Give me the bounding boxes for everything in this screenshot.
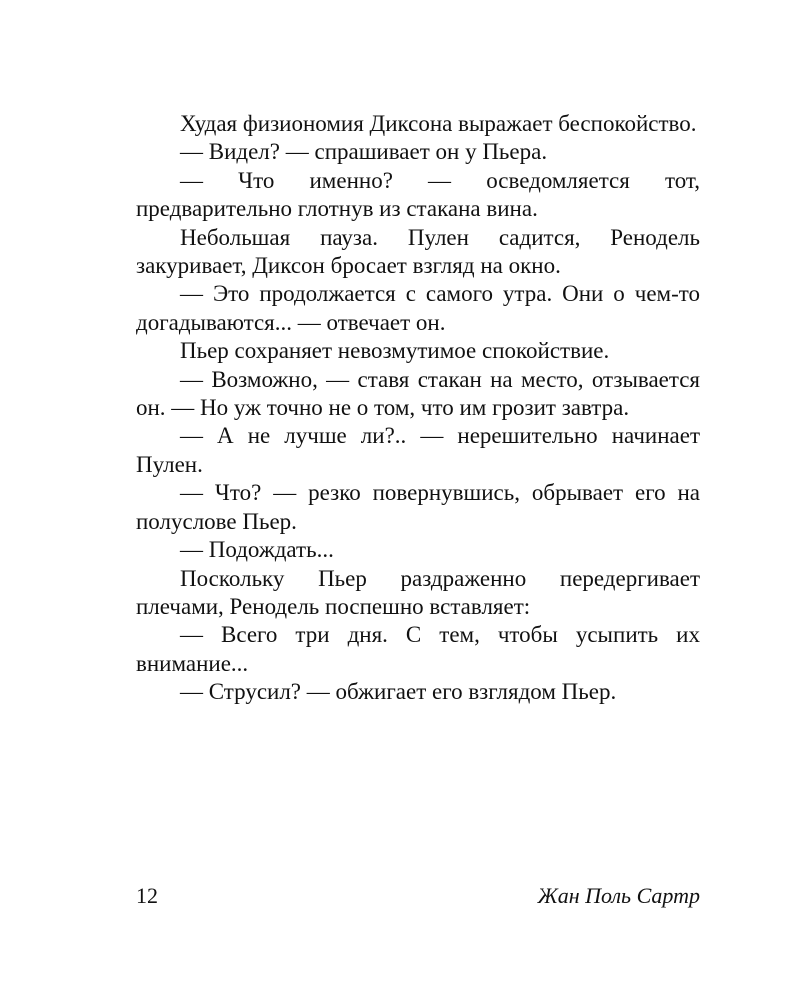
paragraph: — Подождать... bbox=[180, 537, 334, 563]
body-text bbox=[136, 110, 700, 707]
paragraph: — Это продолжается с самого утра. Они о чем-то догадываются... — отвечает он. bbox=[136, 281, 700, 335]
paragraph: — А не лучше ли?.. — нерешительно начинает Пулен. bbox=[136, 423, 700, 477]
page-footer bbox=[136, 883, 700, 913]
paragraph: — Что? — резко повернувшись, обрывает его на полуслове Пьер. bbox=[136, 480, 700, 534]
paragraph: — Струсил? — обжигает его взглядом Пьер. bbox=[180, 679, 617, 705]
paragraph: Пьер сохраняет невозмутимое спокойствие. bbox=[180, 338, 610, 364]
paragraph: Худая физиономия Диксона выражает беспокойство. bbox=[180, 111, 697, 136]
paragraph: — Всего три дня. С тем, чтобы усыпить их внимание... bbox=[136, 622, 700, 676]
paragraph: Небольшая пауза. Пулен садится, Ренодель закуривает, Диксон бросает взгляд на окно. bbox=[136, 224, 700, 279]
paragraph: — Возможно, — ставя стакан на место, отзывается он. — Но уж точно не о том, что им грозит завтра. bbox=[136, 366, 700, 421]
paragraph: — Что именно? — осведомляется тот, предварительно глотнув из стакана вина. bbox=[136, 167, 700, 222]
paragraph: Поскольку Пьер раздраженно передергивает плечами, Ренодель поспешно вставляет: bbox=[136, 565, 700, 619]
page-number: 12 bbox=[136, 883, 158, 908]
paragraph: — Видел? — спрашивает он у Пьера. bbox=[180, 139, 548, 165]
running-title: Жан Поль Сартр bbox=[537, 883, 700, 908]
